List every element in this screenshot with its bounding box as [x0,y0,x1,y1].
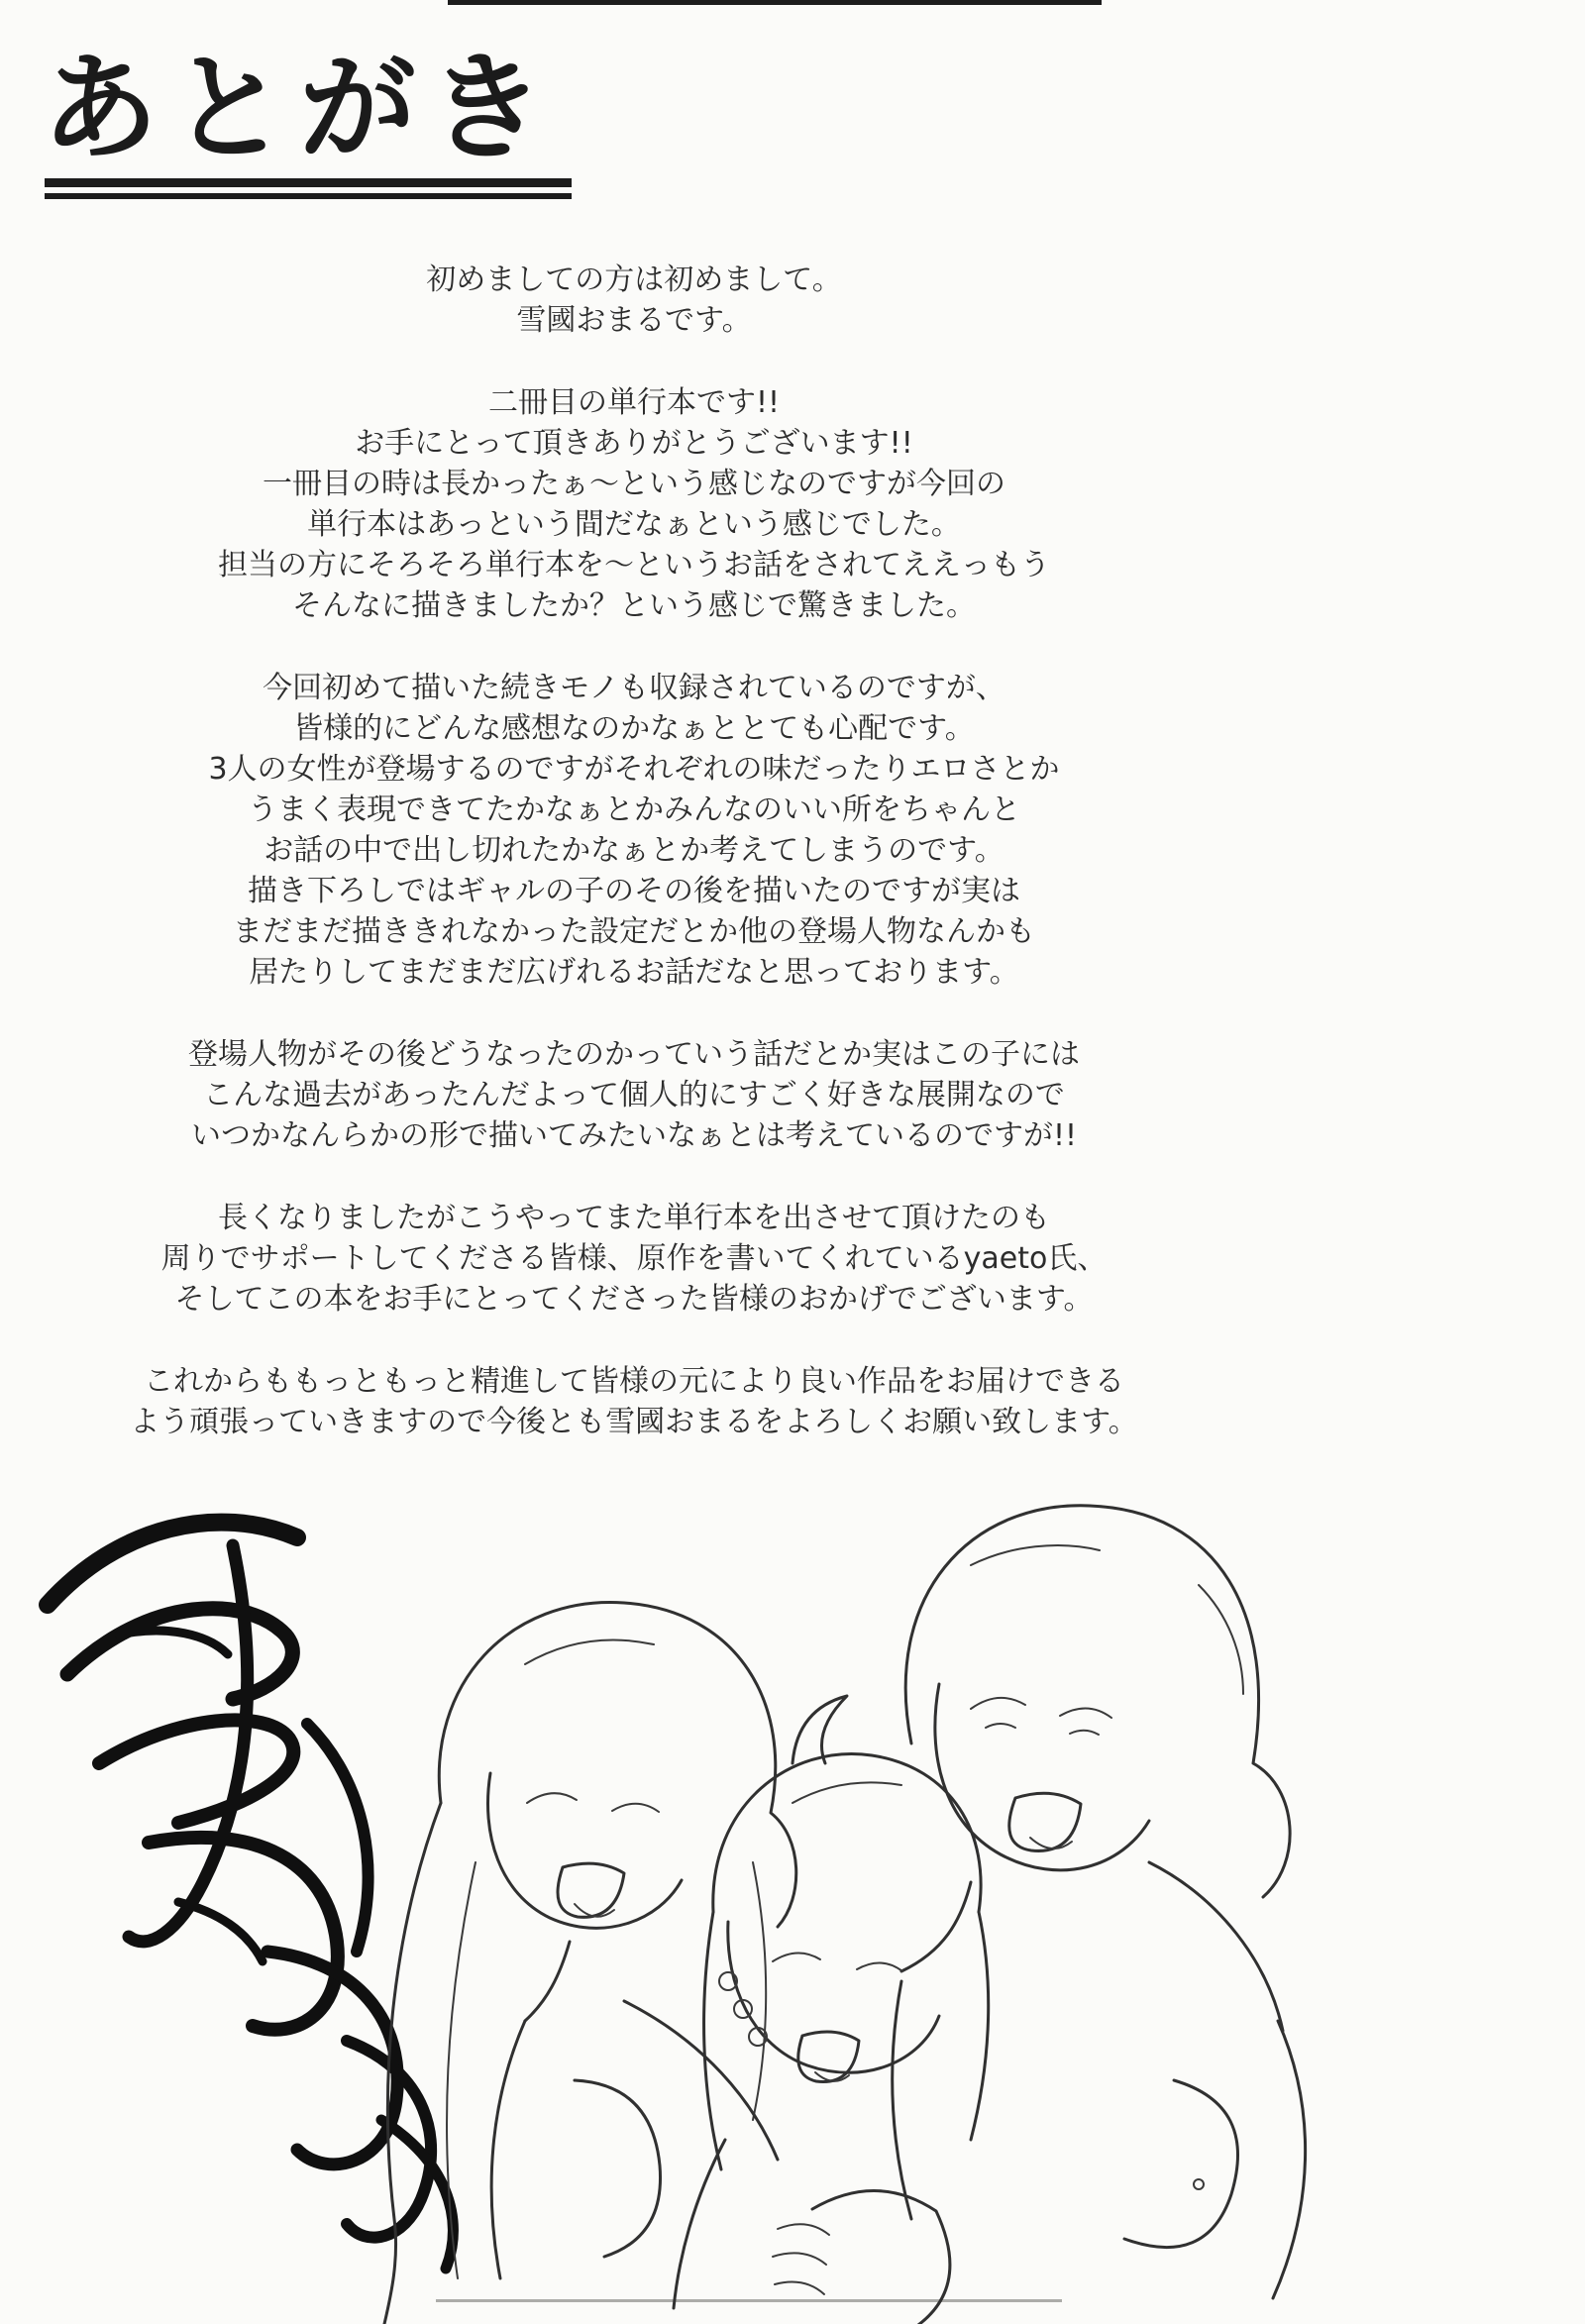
paragraph-serial-story [40,668,1228,993]
paragraph-characters [40,1034,1228,1156]
text-line: いつかなんらかの形で描いてみたいなぁとは考えているのですが!! [190,1118,1078,1153]
text-line: まだまだ描ききれなかった設定だとか他の登場人物なんかも [233,914,1035,949]
page-title: あとがき [42,40,558,176]
paragraph-greeting [40,260,1228,341]
paragraph-second-book [40,382,1228,626]
text-line: 周りでサポートしてくださる皆様、原作を書いてくれているyaeto氏、 [160,1241,1108,1276]
paragraph-thanks [40,1198,1228,1320]
text-line: こんな過去があったんだよって個人的にすごく好きな展開なので [203,1078,1065,1112]
text-line: そしてこの本をお手にとってくださった皆様のおかげでございます。 [174,1282,1094,1317]
text-line: 雪國おまるです。 [516,303,752,338]
text-line: 担当の方にそろそろ単行本を～というお話をされてええっもう [218,548,1050,582]
text-line: 居たりしてまだまだ広げれるお話だなと思っております。 [249,955,1019,990]
text-line: よう頑張っていきますので今後とも雪國おまるをよろしくお願い致します。 [130,1405,1138,1439]
text-line: 描き下ろしではギャルの子のその後を描いたのですが実は [248,874,1020,908]
text-line: これからももっともっと精進して皆様の元により良い作品をお届けできる [144,1364,1124,1399]
text-line: 皆様的にどんな感想なのかなぁととても心配です。 [293,711,975,746]
text-line: 初めましての方は初めまして。 [426,263,842,297]
text-line: 3人の女性が登場するのですがそれぞれの味だったりエロさとか [208,752,1060,787]
paragraph-closing [40,1361,1228,1442]
text-line: うまく表現できてたかなぁとかみんなのいい所をちゃんと [248,792,1020,827]
text-line: お話の中で出し切れたかなぁとか考えてしまうのです。 [264,833,1004,868]
text-line: 一冊目の時は長かったぁ～という感じなのですが今回の [263,467,1005,501]
afterword-illustration [277,1446,1585,2324]
text-line: 登場人物がその後どうなったのかっていう話だとか実はこの子には [188,1037,1080,1072]
text-line: 長くなりましたがこうやってまた単行本を出させて頂けたのも [218,1201,1050,1235]
text-line: 今回初めて描いた続きモノも収録されているのですが、 [263,671,1005,705]
text-line: お手にとって頂きありがとうございます!! [355,426,913,461]
title-underline [45,178,572,199]
scan-artifact-top [448,0,1102,5]
text-line: 単行本はあっという間だなぁという感じでした。 [307,507,961,542]
text-line: 二冊目の単行本です!! [487,385,781,420]
afterword-text [40,260,1228,1484]
text-line: そんなに描きましたか？という感じで驚きました。 [292,588,976,623]
